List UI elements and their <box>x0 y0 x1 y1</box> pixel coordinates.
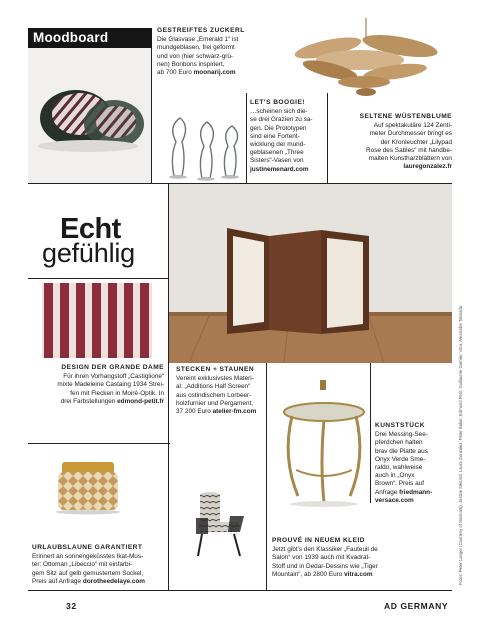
source-link[interactable]: vitra.com <box>344 570 373 578</box>
source-link[interactable]: friedmann- <box>399 488 433 496</box>
caption-design-der-grande-dame <box>28 364 164 406</box>
caption-line: mundgeblasen, frei geformt <box>157 44 235 52</box>
magazine-name: AD GERMANY <box>384 601 449 611</box>
caption-line: Für ihren Vorhangstoff „Castiglione“ <box>63 373 164 381</box>
vase-photo <box>28 48 151 183</box>
page-number: 32 <box>66 601 77 611</box>
ottoman-illustration <box>48 456 128 516</box>
chandelier-photo <box>270 18 452 98</box>
caption-lets-boogie <box>250 99 328 174</box>
caption-line: Vereint exklusivstes Materi- <box>176 375 254 383</box>
caption-heading: PROUVÉ IN NEUEM KLEID <box>272 537 365 544</box>
caption-gestreiftes-zuckerl <box>157 27 257 77</box>
caption-line: brav die Platte aus <box>375 447 428 455</box>
side-table-illustration <box>278 378 370 510</box>
section-band <box>28 28 152 48</box>
caption-line: raldo, wahlweise <box>375 464 423 472</box>
caption-stecken-staunen <box>176 366 266 416</box>
source-link[interactable]: atelier-fm.com <box>212 408 257 416</box>
caption-line: Erinnert an sonnengeküsstes Ikat-Mus- <box>32 553 144 561</box>
caption-heading: KUNSTSTÜCK <box>375 422 425 429</box>
caption-seltene-wuestenblume <box>332 113 452 171</box>
photo-credit <box>458 305 468 586</box>
caption-line: se drei Grazien zu sa- <box>250 116 313 124</box>
grid-line-h2 <box>28 278 168 279</box>
caption-line: sind eine Fortent- <box>250 132 300 140</box>
headline-echt: Echt <box>60 213 121 245</box>
caption-kunststueck <box>375 422 455 505</box>
caption-line: gem Sitz auf gelb gemustertem Sockel, <box>32 569 144 577</box>
folding-screen-illustration <box>169 184 452 363</box>
source-link[interactable]: justinemenard.com <box>250 165 309 173</box>
caption-line: gen. Die Prototypen <box>250 124 307 132</box>
caption-line: 37 200 Euro <box>176 408 213 416</box>
striped-fabric-illustration <box>42 283 152 358</box>
caption-line: fen mit Flecken in Moiré-Optik. In <box>70 389 164 397</box>
armchair-illustration <box>180 488 254 560</box>
grid-line-v2 <box>246 93 247 184</box>
caption-line: aus ostindischem Lorbeer- <box>176 391 252 399</box>
grid-line-h3 <box>28 443 170 444</box>
caption-line: Drei Messing-See- <box>375 431 428 439</box>
caption-line: pferdchen halten <box>375 439 423 447</box>
caption-line: holzfurnier und Pergament, <box>176 399 254 407</box>
caption-line: Rose des Sables“ mit handbe- <box>366 146 452 154</box>
folding-screen-photo <box>169 184 452 363</box>
side-table-photo <box>278 378 370 510</box>
caption-line: Jetzt gibt’s den Klassiker „Fauteuil de <box>272 546 378 554</box>
caption-line: Stoff und in Dedar-Dessins wie „Tiger <box>272 562 378 570</box>
caption-line: wicklung der mund- <box>250 141 306 149</box>
caption-line: der Kronleuchter „Lilypad <box>380 138 452 146</box>
caption-line: malten Kunstharzblättern von <box>368 155 452 163</box>
caption-line: Anfrage <box>375 488 400 496</box>
caption-line: Die Glasvase „Emerald 1“ ist <box>157 36 239 44</box>
caption-line: drei Farbstellungen <box>60 397 118 405</box>
ottoman-photo <box>48 456 128 516</box>
grid-line-v6 <box>370 363 371 503</box>
caption-line: Salon“ von 1939 auch mit Kvadrat- <box>272 554 371 562</box>
caption-heading: LET’S BOOGIE! <box>250 99 305 106</box>
headline-gefuehlig: gefühlig <box>42 238 135 268</box>
caption-prouve-in-neuem-kleid <box>272 537 412 579</box>
glass-vases-illustration <box>152 96 246 183</box>
source-link[interactable]: dorotheedelaye.com <box>82 577 145 585</box>
caption-line: und von (hier schwarz-grü- <box>157 52 234 60</box>
caption-line: ter: Ottoman „Libeccio“ mit einfarbi- <box>32 561 133 569</box>
caption-urlaubslaune-garantiert <box>32 544 172 586</box>
caption-heading: GESTREIFTES ZUCKERL <box>157 27 245 34</box>
striped-fabric-swatch <box>42 283 152 358</box>
source-link[interactable]: edmond-petit.fr <box>117 397 164 405</box>
photo-credit-text: Fotos: Peter Langer (Courtesy of Moonarij), Justine Ménard, Laura Gonzalez, Peter Baker, Edmond Petit, Guillaume Garnier, Vitra, Alexandre Taboada <box>458 305 463 585</box>
caption-line: Brown“. Preis auf <box>375 480 425 488</box>
caption-line: ab 700 Euro <box>157 69 194 77</box>
chandelier-illustration <box>270 18 452 98</box>
caption-line: Mountain“, ab 2800 Euro <box>272 570 345 578</box>
armchair-photo <box>180 488 254 560</box>
caption-line: nen) Bonbons inspiriert, <box>157 60 225 68</box>
source-link-continued[interactable]: versace.com <box>375 496 414 504</box>
source-link[interactable]: moonarij.com <box>193 69 236 77</box>
source-link[interactable]: lauregonzalez.fr <box>403 163 452 171</box>
caption-line: Onyx Verde Sme- <box>375 455 426 463</box>
grid-line-v5 <box>266 363 267 590</box>
caption-line: Preis auf Anfrage <box>32 577 83 585</box>
section-title: Moodboard <box>33 30 109 45</box>
caption-line: al: „Additions Half Screen“ <box>176 383 251 391</box>
caption-line: meter Durchmesser bringt es <box>369 130 452 138</box>
caption-heading: URLAUBSLAUNE GARANTIERT <box>32 544 143 551</box>
caption-line: Sisters“-Vasen von <box>250 157 304 165</box>
caption-line: Auf spektakuläre 124 Zenti- <box>373 122 452 130</box>
caption-heading: STECKEN + STAUNEN <box>176 366 255 373</box>
caption-line: geblasenen „Three <box>250 149 304 157</box>
caption-heading: SELTENE WÜSTENBLUME <box>359 113 452 120</box>
caption-line: …scheinen sich die- <box>250 108 308 116</box>
grid-line-h4 <box>28 590 452 591</box>
caption-heading: DESIGN DER GRANDE DAME <box>61 364 164 371</box>
glass-sisters-photo <box>152 96 246 183</box>
caption-line: auch in „Onyx <box>375 472 415 480</box>
caption-line: mixte Madeleine Castaing 1934 Strei- <box>57 381 164 389</box>
glass-vase-illustration <box>28 48 151 183</box>
